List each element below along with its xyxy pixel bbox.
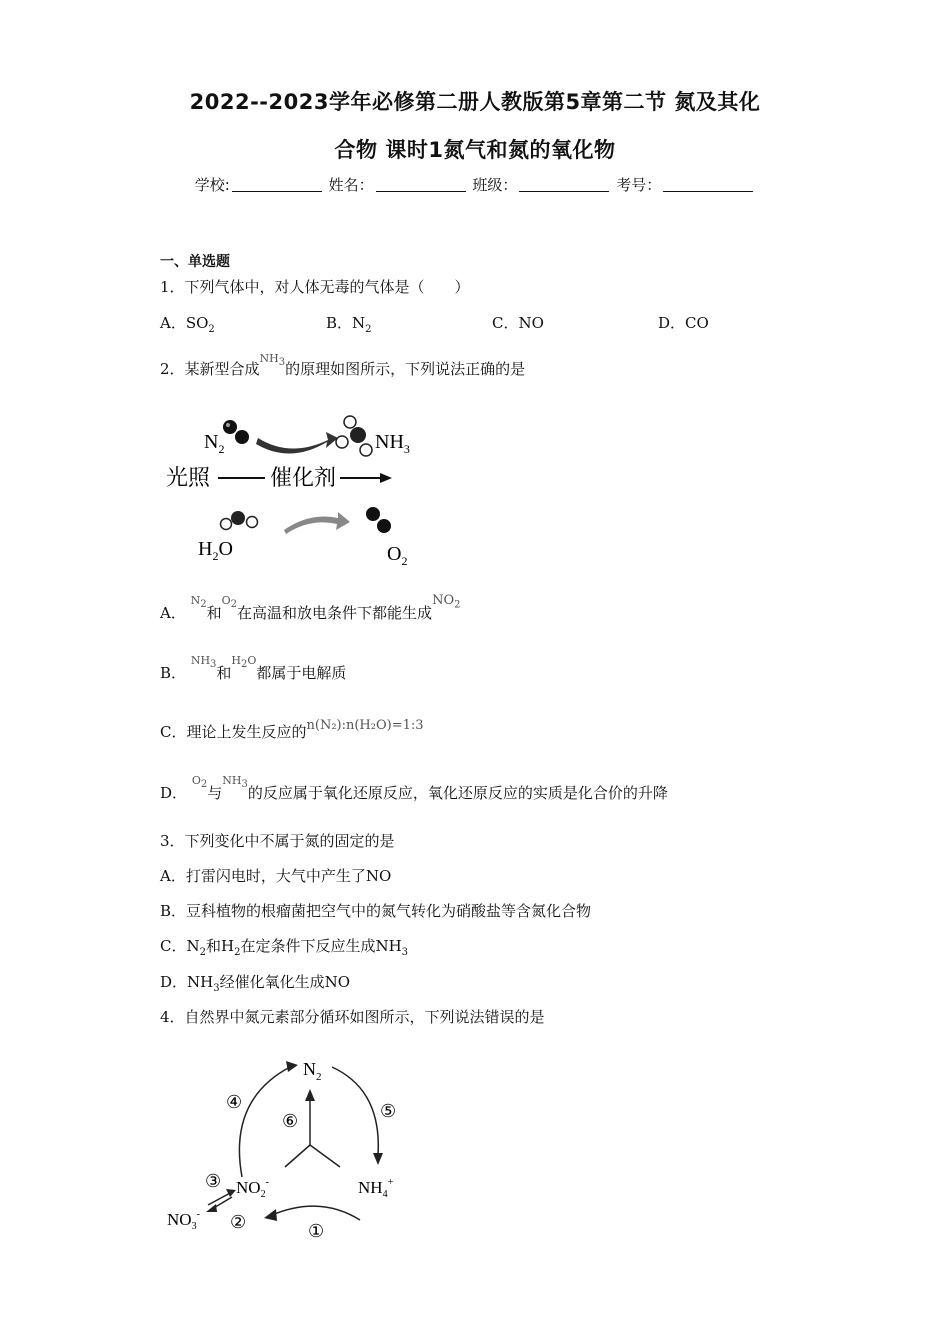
h2o-label: $H_2O$: [198, 538, 233, 563]
class-field[interactable]: [519, 177, 609, 192]
q1-option-b: B．$N_2$: [326, 314, 372, 335]
q1-option-a: A．$SO_2$: [160, 314, 215, 335]
q3-stem: 3．下列变化中不属于氮的固定的是: [160, 832, 395, 850]
step-2-label: ②: [230, 1212, 247, 1232]
o2-molecule-icon: [366, 507, 391, 533]
student-info-row: [0, 174, 950, 195]
q3-option-c: C．$N_2$和$H_2$在定条件下反应生成$NH_3$: [160, 937, 409, 958]
nh4-node: $NH_4^+$: [358, 1177, 394, 1200]
no3-node: $NO_3^-$: [167, 1209, 200, 1232]
section-title: 一、单选题: [160, 254, 230, 270]
arc-1: [272, 1206, 360, 1220]
n2-molecule-icon: [223, 420, 249, 444]
no2-node: $NO_2^-$: [236, 1177, 269, 1200]
exam-no-label: 考号：: [616, 176, 662, 194]
step-6-label: ⑥: [282, 1111, 299, 1131]
q1-option-c: C．NO: [492, 314, 544, 332]
q2-option-a: A． $^{N_2}$和$^{O_2}$在高温和放电条件下都能生成$NO_2$: [160, 593, 461, 622]
step-1-label: ①: [308, 1221, 325, 1241]
step-5-label: ⑤: [380, 1101, 397, 1121]
q1-option-d: D．CO: [658, 314, 709, 332]
q2-stem: 2．某新型合成$^{NH_3}$的原理如图所示，下列说法正确的是: [160, 352, 526, 378]
q2-option-b: B． $^{NH_3}$和$^{H_2O}$都属于电解质: [160, 654, 347, 682]
q3-option-a: A．打雷闪电时，大气中产生了NO: [160, 867, 392, 885]
nitrogen-cycle-figure: [160, 1045, 420, 1245]
q4-stem: 4．自然界中氮元素部分循环如图所示，下列说法错误的是: [160, 1008, 545, 1026]
n2-label: $N_2$: [204, 431, 225, 456]
class-label: 班级：: [472, 176, 518, 194]
nh3-label: $NH_3$: [375, 431, 410, 456]
top-reaction-arrow: [256, 432, 338, 454]
q1-stem: 1．下列气体中，对人体无毒的气体是（ ）: [160, 278, 470, 296]
arc-5: [332, 1067, 378, 1155]
page-title-line-1: 2022--2023学年必修第二册人教版第5章第二节 氮及其化: [189, 90, 761, 114]
exam-no-field[interactable]: [663, 177, 753, 192]
school-label: 学校:: [194, 176, 230, 194]
o2-label: $O_2$: [387, 543, 408, 568]
light-label: 光照: [166, 466, 211, 491]
n2-node: $N_2$: [303, 1059, 322, 1083]
q3-option-d: D．$NH_3$经催化氧化生成NO: [160, 973, 351, 994]
nh3-molecule-icon: [336, 416, 372, 456]
nh3-synthesis-figure: [160, 400, 440, 570]
page-title-line-2: 合物 课时1氮气和氮的氧化物: [334, 138, 616, 162]
name-label: 姓名：: [328, 176, 374, 194]
q3-option-b: B．豆科植物的根瘤菌把空气中的氮气转化为硝酸盐等含氮化合物: [160, 902, 592, 920]
step-4-label: ④: [226, 1092, 243, 1112]
catalyst-label: 催化剂: [270, 466, 337, 491]
q2-option-c: C．理论上发生反应的n(N₂):n(H₂O)=1:3: [160, 718, 424, 741]
name-field[interactable]: [376, 177, 466, 192]
h2o-molecule-icon: [221, 511, 258, 530]
step-3-label: ③: [205, 1171, 222, 1191]
q2-option-d: D． $^{O_2}$与$^{NH_3}$的反应属于氧化还原反应，氧化还原反应的实质是化合价的升降: [160, 774, 668, 802]
school-field[interactable]: [232, 177, 322, 192]
bottom-reaction-arrow: [284, 512, 350, 534]
middle-arrow-head: [380, 473, 392, 483]
